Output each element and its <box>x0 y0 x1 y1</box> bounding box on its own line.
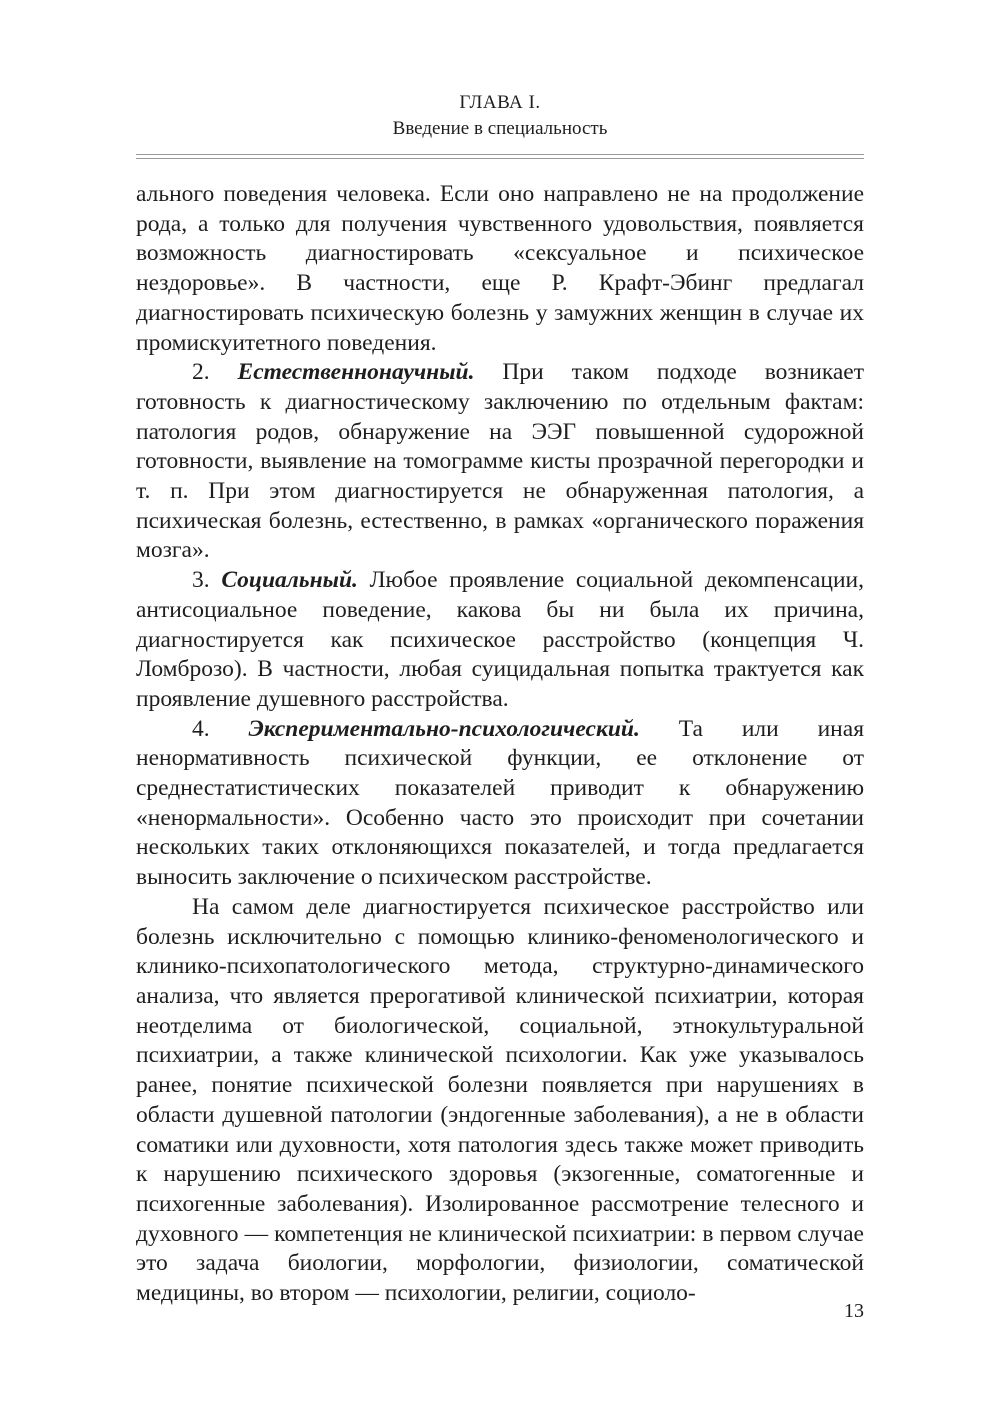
item-term: Экспериментально-психологический. <box>248 715 640 742</box>
paragraph-item-4 <box>136 715 864 893</box>
page-number: 13 <box>844 1300 864 1322</box>
paragraph-continuation <box>136 180 864 358</box>
paragraph-item-3 <box>136 566 864 715</box>
header-rule-top <box>136 154 864 155</box>
chapter-subtitle: Введение в специальность <box>392 118 608 139</box>
item-number: 2. <box>192 359 210 386</box>
paragraph-text: Любое проявление социальной декомпенсации, антисоциальное поведение, какова бы ни была их причина, диагностируется как психическое расстройство (концепция Ч. Ломброзо). В частности, любая суицидальная попытка трактуется как проявление душевного расстройства. <box>136 567 865 712</box>
paragraph-text: Та или иная ненормативность психической функции, ее отклонение от среднестатистических показателей приводит к обнаружению «ненормальности». Особенно часто это происходит при сочетании нескольких таких отклоняющихся показателей, и тогда предлагается выносить заключение о психическом расстройстве. <box>136 715 865 891</box>
paragraph-text: На самом деле диагностируется психическое расстройство или болезнь исключительно с помощью клинико-феноменологического и клинико-психопатологического метода, структурно-динамического анализа, что является прерогативой клинической психиатрии, которая неотделима от биологической, социальной, этнокультуральной психиатрии, а также клинической психологии. Как уже указывалось ранее, понятие психической болезни появляется при нарушениях в области душевной патологии (эндогенные заболевания), а не в области соматики или духовности, хотя патология здесь также может приводить к нарушению психического здоровья (экзогенные, соматогенные и психогенные заболевания). Изолированное рассмотрение телесного и духовного — компетенция не клинической психиатрии: в первом случае это задача биологии, морфологии, физиологии, соматической медицины, во втором — психологии, религии, социоло- <box>136 893 864 1307</box>
item-number: 4. <box>192 715 210 742</box>
paragraph-text: ального поведения человека. Если оно направлено не на продолжение рода, а только для получения чувственного удовольствия, появляется возможность диагностировать «сексуальное и психическое нездоровье». В частности, еще Р. Крафт-Эбинг предлагал диагностировать психическую болезнь у замужних женщин в случае их промискуитетного поведения. <box>136 181 864 356</box>
running-header <box>0 90 1000 142</box>
paragraph-item-2 <box>136 358 864 566</box>
item-number: 3. <box>192 567 210 594</box>
item-term: Естественнонаучный. <box>237 359 475 386</box>
body-text <box>136 180 864 1309</box>
item-term: Социальный. <box>221 567 358 594</box>
chapter-title: ГЛАВА I. <box>459 92 541 113</box>
paragraph-conclusion <box>136 893 864 1309</box>
header-rule-bottom <box>136 158 864 159</box>
paragraph-text: При таком подходе возникает готовность к диагностическому заключению по отдельным фактам: патология родов, обнаружение на ЭЭГ повышенной судорожной готовности, выявление на томограмме кисты прозрачной перегородки и т. п. При этом диагностируется не обнаруженная патология, а психическая болезнь, естественно, в рамках «органического поражения мозга». <box>136 359 865 564</box>
